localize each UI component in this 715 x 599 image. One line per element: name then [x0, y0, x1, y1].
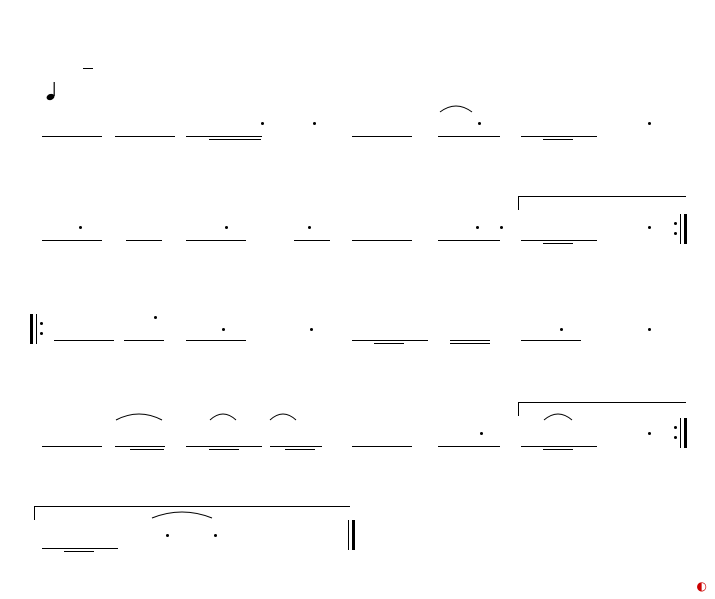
volta-bracket — [34, 506, 35, 520]
time-signature-line — [83, 68, 93, 69]
beam-underline — [115, 136, 175, 137]
augmentation-dot — [313, 122, 316, 125]
beam-underline — [64, 551, 94, 552]
repeat-dot — [674, 436, 677, 439]
final-thin-barline — [348, 520, 349, 550]
beam-underline — [352, 136, 412, 137]
augmentation-dot — [648, 122, 651, 125]
augmentation-dot — [166, 534, 169, 537]
beam-underline — [115, 446, 165, 447]
augmentation-dot — [648, 328, 651, 331]
beam-underline — [186, 240, 246, 241]
augmentation-dot — [308, 226, 311, 229]
beam-underline — [352, 446, 412, 447]
augmentation-dot — [648, 432, 651, 435]
slur-arc — [270, 414, 296, 420]
augmentation-dot — [310, 328, 313, 331]
beam-underline — [543, 243, 573, 244]
augmentation-dot — [480, 432, 483, 435]
beam-underline — [42, 240, 102, 241]
site-logo-icon: ◐ — [696, 579, 707, 593]
slur-arc — [116, 414, 162, 420]
repeat-start-thick-barline — [30, 314, 33, 344]
slur-arc — [544, 414, 572, 420]
repeat-end-thick-barline — [684, 418, 687, 448]
beam-underline — [543, 139, 573, 140]
beam-underline — [521, 240, 597, 241]
final-thick-barline — [352, 520, 355, 550]
beam-underline — [543, 449, 573, 450]
beam-underline — [124, 340, 164, 341]
augmentation-dot — [478, 122, 481, 125]
footer-credit — [697, 579, 707, 593]
beam-underline — [42, 446, 102, 447]
augmentation-dot — [261, 122, 264, 125]
octave-dot-high — [154, 316, 157, 319]
beam-underline — [521, 136, 597, 137]
beam-underline — [352, 340, 428, 341]
beam-underline — [209, 139, 261, 140]
repeat-dot — [674, 426, 677, 429]
slur-arc — [210, 414, 236, 420]
beam-underline — [450, 343, 490, 344]
augmentation-dot — [225, 226, 228, 229]
beam-underline — [352, 240, 412, 241]
repeat-dot — [674, 232, 677, 235]
beam-underline — [209, 449, 239, 450]
beam-underline — [186, 446, 262, 447]
augmentation-dot — [214, 534, 217, 537]
slur-arc — [152, 512, 212, 518]
augmentation-dot — [500, 226, 503, 229]
augmentation-dot — [222, 328, 225, 331]
repeat-end-thick-barline — [684, 214, 687, 244]
volta-bracket — [518, 402, 686, 403]
beam-underline — [374, 343, 404, 344]
volta-bracket — [518, 196, 519, 210]
beam-underline — [186, 340, 246, 341]
repeat-dot — [40, 322, 43, 325]
beam-underline — [450, 340, 490, 341]
beam-underline — [42, 548, 118, 549]
quarter-note-icon — [46, 80, 60, 102]
volta-bracket — [34, 506, 350, 507]
augmentation-dot — [560, 328, 563, 331]
beam-underline — [54, 340, 114, 341]
slur-arc — [440, 106, 472, 112]
repeat-end-thin-barline — [680, 214, 681, 244]
beam-underline — [438, 446, 500, 447]
beam-underline — [270, 446, 322, 447]
beam-underline — [130, 449, 164, 450]
repeat-dot — [674, 222, 677, 225]
repeat-end-thin-barline — [680, 418, 681, 448]
repeat-start-thin-barline — [36, 314, 37, 344]
beam-underline — [285, 449, 315, 450]
beam-underline — [186, 136, 262, 137]
volta-bracket — [518, 402, 519, 416]
augmentation-dot — [79, 226, 82, 229]
beam-underline — [294, 240, 330, 241]
augmentation-dot — [648, 226, 651, 229]
beam-underline — [521, 340, 581, 341]
volta-bracket — [518, 196, 686, 197]
beam-underline — [126, 240, 162, 241]
repeat-dot — [40, 332, 43, 335]
beam-underline — [438, 240, 500, 241]
beam-underline — [438, 136, 500, 137]
beam-underline — [521, 446, 597, 447]
beam-underline — [42, 136, 102, 137]
augmentation-dot — [476, 226, 479, 229]
